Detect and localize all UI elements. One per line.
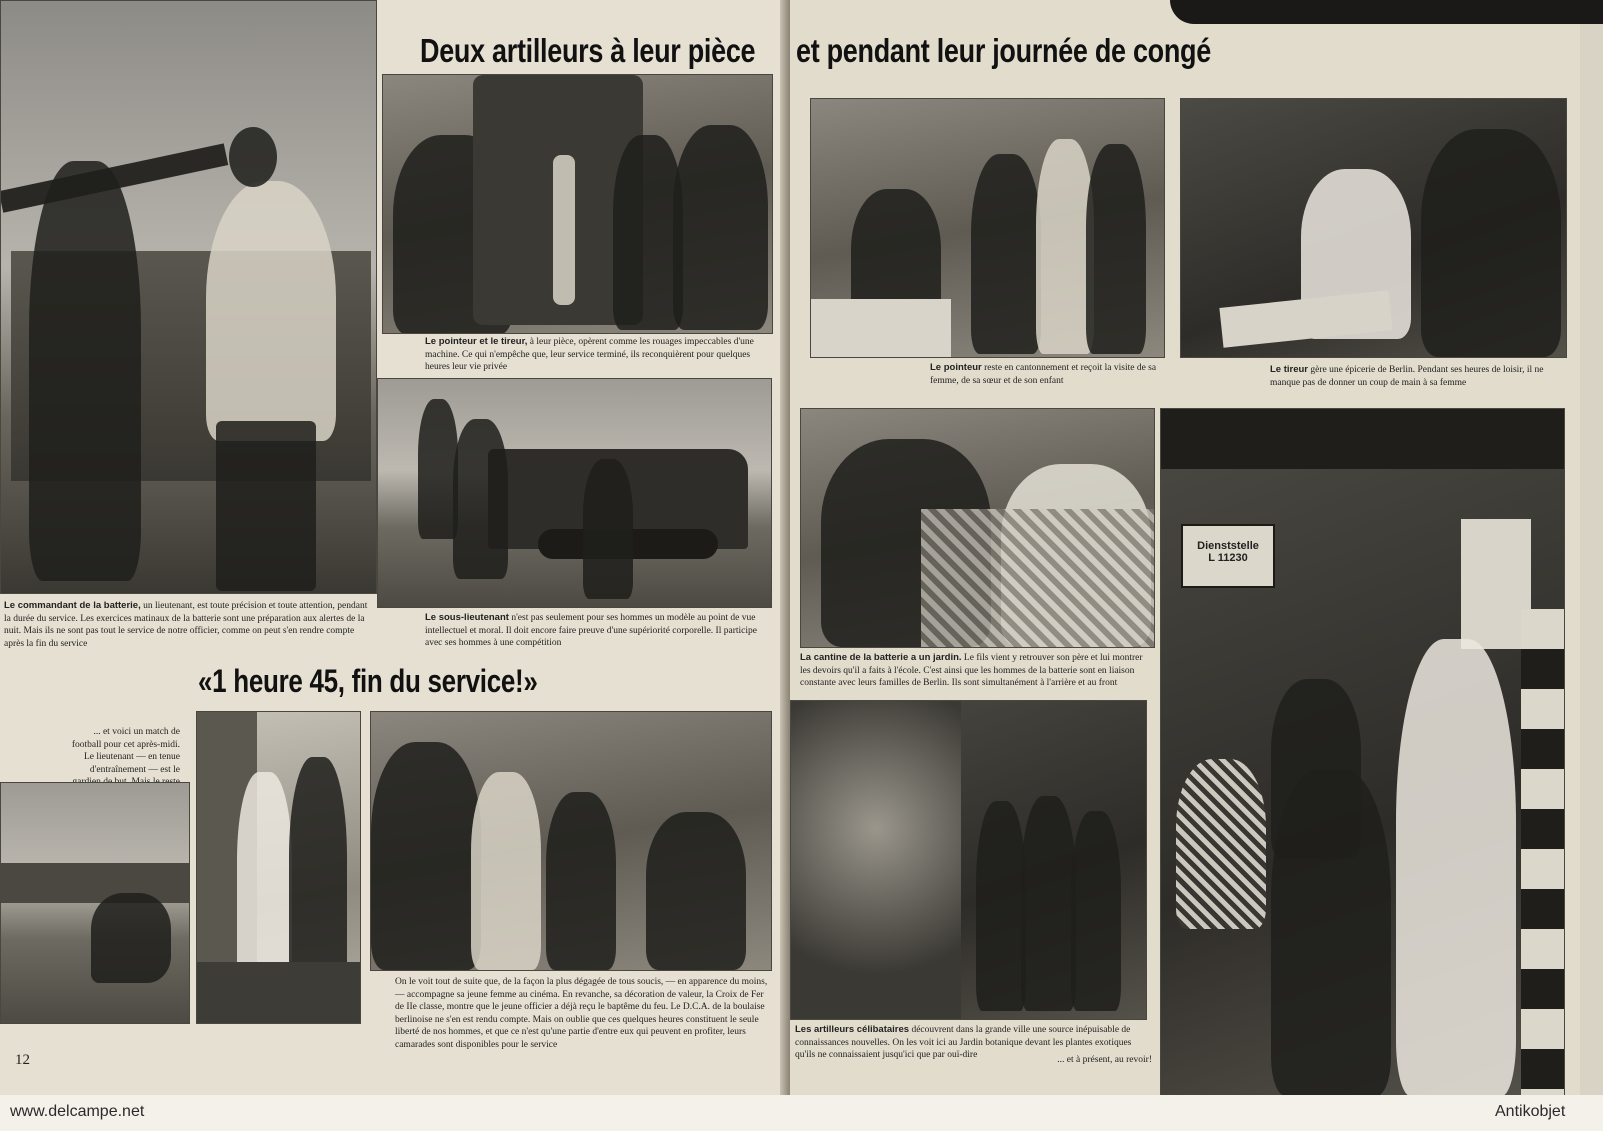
caption-cinema: On le voit tout de suite que, de la façon la plus dégagée de tous soucis, — en apparence du moins, — accompagne sa jeune femme au cinéma. En revanche, sa décoration de valeur, la Croix de Fer de IIe classe, montre que le jeune officier a déjà reçu le baptême du feu. Le D.C.A. de la boulaise berlinoise ne s'en est rendu compte. Mais on oublie que ces quelques heures constituent le seule liberté de nos hommes, et que ce n'est qu'une partie d'entre eux qui peuvent en profiter, leurs camarades sont disponibles pour le service [395,977,768,1050]
sign-line-1: Dienststelle [1197,540,1259,552]
photo-halftrack [377,378,772,608]
right-title: et pendant leur journée de congé [796,32,1211,70]
caption-farewell: ... et à présent, au revoir! [1057,1055,1152,1065]
sign-line-2: L 11230 [1208,552,1248,564]
photo-cinema-street [370,711,772,971]
caption-canteen: La cantine de la batterie a un jardin. Le fils vient y retrouver son père et lui montrer les devoirs qu'il a faits à l'école. C'est ainsi que les hommes de la batterie sont en liaison constante avec leurs familles de Berlin. Ils sont simultanément à l'arrière et au front [800,652,1143,688]
caption-tireur-shop: Le tireur gère une épicerie de Berlin. Pendant ses heures de loisir, il ne manque pas de donner un coup de main à sa femme [1270,364,1544,388]
watermark-left: www.delcampe.net [10,1103,145,1120]
photo-family-hut [1160,408,1565,1095]
photo-tireur-shop [1180,98,1567,358]
photo-football [0,782,190,1024]
photo-gunners [382,74,773,334]
page-number: 12 [15,1052,30,1068]
photo-canteen [800,408,1155,648]
photo-commander [0,0,377,594]
right-page [790,0,1580,1095]
background-edge [1170,0,1603,24]
photo-couple-garden [196,711,361,1024]
section-title: «1 heure 45, fin du service!» [198,662,538,700]
watermark-right: Antikobjet [1495,1103,1566,1120]
left-title: Deux artilleurs à leur pièce [420,32,756,70]
caption-football: ... et voici un match de football pour cet après-midi. Le lieutenant — en tenue d'entraînement — est le [71,727,180,775]
caption-pointer-visit: Le pointeur reste en cantonnement et reçoit la visite de sa femme, de sa sœur et de son enfant [930,362,1157,386]
bottom-strip [0,1095,1603,1131]
left-page [0,0,790,1095]
photo-botanical-garden [790,700,1147,1020]
caption-gunners: Le pointeur et le tireur, à leur pièce, opèrent comme les rouages impeccables d'une machine. Ce qui n'empêche que, leur service terminé, ils reconquièrent pour quelques heures leur vie privée [425,336,754,372]
photo-pointer-visit [810,98,1165,358]
caption-commander: Le commandant de la batterie, un lieutenant, est toute précision et toute attention, pendant la durée du service. Les exercices matinaux de la batterie sont une préparation aux alertes de la nuit. Mais ils ne sont pas tout le service de notre officier, comme on peut s'en rendre compte après la fin du service [4,600,368,649]
caption-sublieutenant: Le sous-lieutenant n'est pas seulement pour ses hommes un modèle au point de vue intellectuel et moral. Il doit encore faire preuve d'une supériorité corporelle. Il participe avec ses hommes à une compétition [425,612,757,648]
caption-bachelors: Les artilleurs célibataires découvrent dans la grande ville une source inépuisable de connaissances nouvelles. On les voit ici au Jardin botanique devant les plantes exotiques qu'ils ne connaissaient jusqu'ici que par ouï-dire [795,1024,1132,1060]
